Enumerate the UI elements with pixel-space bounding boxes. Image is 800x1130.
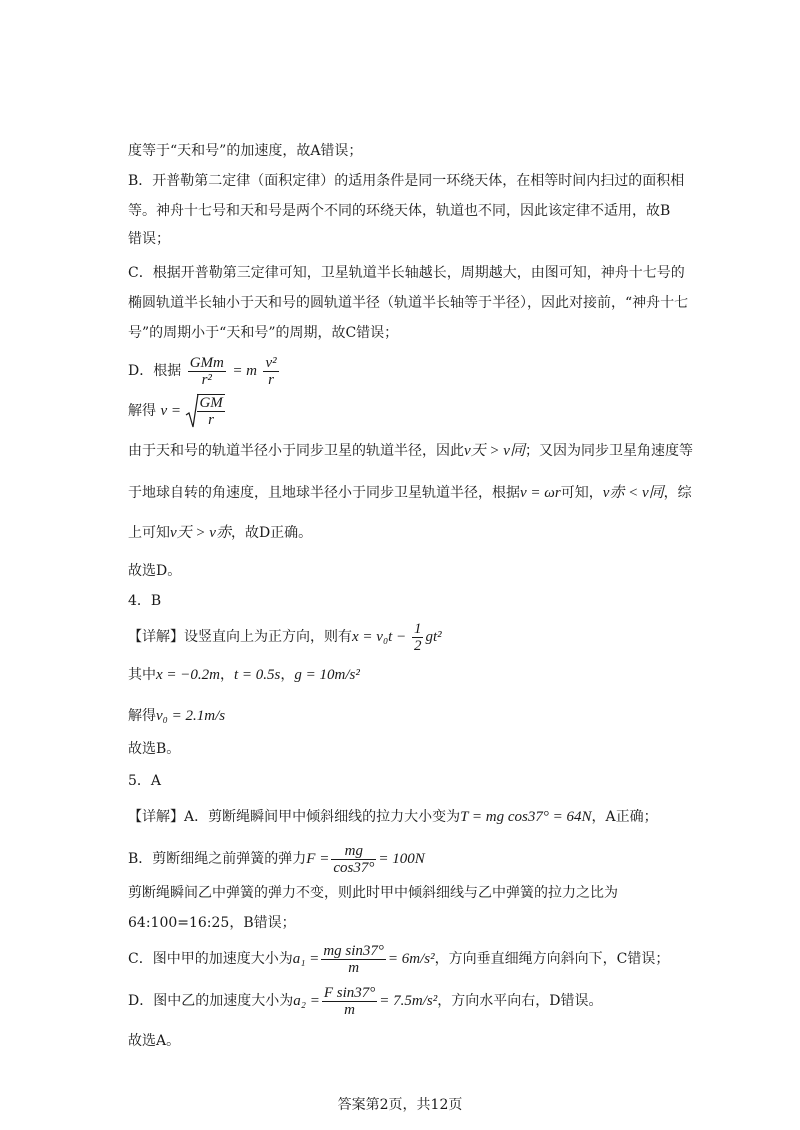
text-fragment: ，综 xyxy=(663,485,692,501)
fraction xyxy=(188,355,226,388)
math-fragment: v天 > v同 xyxy=(464,443,525,459)
denominator: m xyxy=(344,1001,355,1018)
text-fragment: B．剪断细绳之前弹簧的弹力 xyxy=(128,851,307,867)
fraction xyxy=(322,985,377,1018)
text-line xyxy=(128,982,602,1020)
denominator: r² xyxy=(201,371,212,388)
text-fragment: 于地球自转的角速度，且地球半径小于同步卫星轨道半径，根据 xyxy=(128,485,520,501)
text-fragment: C．图中甲的加速度大小为 xyxy=(128,951,293,967)
text-line: C．根据开普勒第三定律可知，卫星轨道半长轴越长，周期越大，由图可知，神舟十七号的 xyxy=(128,265,685,281)
math-fragment: gt² xyxy=(425,629,442,645)
text-fragment: 解得 xyxy=(128,708,156,724)
math-fragment: F = xyxy=(306,851,330,867)
text-fragment: D．根据 xyxy=(128,363,182,379)
text-line xyxy=(128,705,225,727)
text-line xyxy=(128,620,442,654)
numerator: F sin37° xyxy=(323,984,376,1001)
denominator: 2 xyxy=(413,637,422,654)
text-fragment: 解得 xyxy=(128,403,156,419)
numerator: 1 xyxy=(413,620,422,637)
math-fragment: T = mg cos37° = 64N xyxy=(460,809,592,825)
math-fragment: = 6m/s² xyxy=(387,951,435,967)
denominator: r xyxy=(268,371,274,388)
text-fragment: ，方向水平向右，D错误。 xyxy=(437,993,603,1009)
math-fragment: x = v₀t − xyxy=(352,629,410,645)
text-fragment: 其中 xyxy=(128,667,156,683)
text-fragment: ；又因为同步卫星角速度等 xyxy=(524,443,693,459)
text-line: 64:100=16:25，B错误； xyxy=(128,915,296,931)
text-fragment: ，故D正确。 xyxy=(230,525,313,541)
denominator: cos37° xyxy=(333,859,375,876)
text-line: 其中x = −0.2m，t = 0.5s，g = 10m/s² xyxy=(128,667,360,683)
denominator: r xyxy=(208,412,215,428)
text-fragment: D．图中乙的加速度大小为 xyxy=(128,993,294,1009)
text-line: 号”的周期小于“天和号”的周期，故C错误； xyxy=(128,325,399,341)
math-fragment: a₁ = xyxy=(292,951,320,967)
text-line: 度等于“天和号”的加速度，故A错误； xyxy=(128,143,363,159)
solve-velocity-line xyxy=(128,392,227,430)
text-fragment: 由于天和号的轨道半径小于同步卫星的轨道半径，因此 xyxy=(128,443,464,459)
math-fragment: v = xyxy=(160,403,181,419)
numerator: mg xyxy=(331,843,376,860)
math-fragment: v = ωr xyxy=(520,485,561,501)
text-fragment: 上可知 xyxy=(128,525,170,541)
text-line xyxy=(128,482,692,504)
math-fragment: a₂ = xyxy=(293,993,320,1009)
text-line xyxy=(128,522,312,544)
math-fragment: t = 0.5s xyxy=(233,667,281,683)
numerator: GMm xyxy=(189,354,224,371)
fraction xyxy=(321,943,386,976)
text-line: 椭圆轨道半长轴小于天和号的圆轨道半径（轨道半长轴等于半径），因此对接前，“神舟十七 xyxy=(128,295,689,311)
text-line xyxy=(128,806,658,828)
denominator: m xyxy=(348,959,360,976)
conclusion-line: 故选A。 xyxy=(128,1033,181,1049)
kepler-equation-line xyxy=(128,352,281,390)
math-fragment: x = −0.2m xyxy=(156,667,220,683)
text-line xyxy=(128,940,669,978)
fraction xyxy=(331,843,376,876)
math-fragment: g = 10m/s² xyxy=(294,667,360,683)
text-line xyxy=(128,840,425,878)
text-line: B．开普勒第二定律（面积定律）的适用条件是同一环绕天体，在相等时间内扫过的面积相 xyxy=(128,173,685,189)
math-fragment: = m xyxy=(232,363,258,379)
text-line: 剪断绳瞬间乙中弹簧的弹力不变，则此时甲中倾斜细线与乙中弹簧的拉力之比为 xyxy=(128,885,618,901)
math-fragment: v₀ = 2.1m/s xyxy=(156,708,226,724)
text-fragment: 可知， xyxy=(560,485,603,501)
math-fragment: = 7.5m/s² xyxy=(379,993,438,1009)
text-line xyxy=(128,440,693,462)
page-footer: 答案第2页，共12页 xyxy=(337,1097,463,1113)
conclusion-line: 故选B。 xyxy=(128,741,181,757)
question-answer: 5．A xyxy=(128,773,162,789)
math-fragment: = 100N xyxy=(378,851,425,867)
math-fragment: v天 > v赤 xyxy=(170,525,231,541)
fraction xyxy=(197,394,224,428)
math-fragment: v赤 < v同 xyxy=(602,485,664,501)
conclusion-line: 故选D。 xyxy=(128,563,182,579)
numerator: v² xyxy=(265,354,277,371)
fraction xyxy=(412,621,424,654)
numerator: GM xyxy=(199,395,223,411)
text-fragment: 【详解】设竖直向上为正方向，则有 xyxy=(128,629,352,645)
text-line: 等。神舟十七号和天和号是两个不同的环绕天体，轨道也不同，因此该定律不适用，故B xyxy=(128,203,671,219)
text-fragment: ，方向垂直细绳方向斜向下，C错误； xyxy=(434,951,670,967)
numerator: mg sin37° xyxy=(323,942,384,959)
text-fragment: ，A正确； xyxy=(591,809,658,825)
text-line: 错误； xyxy=(128,231,170,247)
fraction xyxy=(263,355,278,388)
text-fragment: 【详解】A．剪断绳瞬间甲中倾斜细线的拉力大小变为 xyxy=(128,809,461,825)
question-answer: 4．B xyxy=(128,593,162,609)
